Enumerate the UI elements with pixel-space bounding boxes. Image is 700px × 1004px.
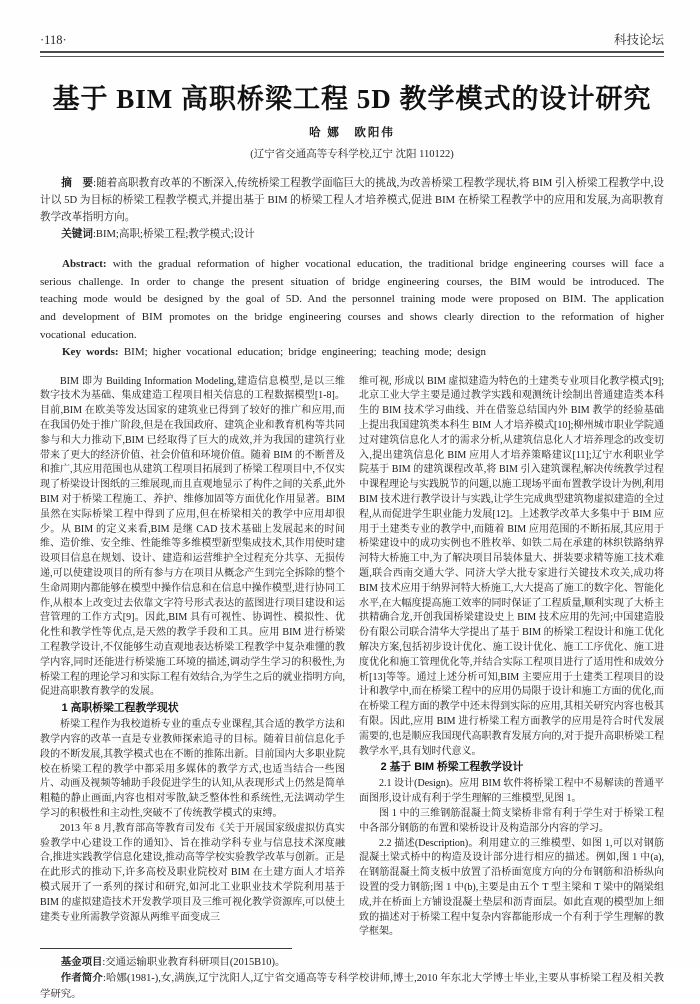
article-title: 基于 BIM 高职桥梁工程 5D 教学模式的设计研究 <box>52 83 652 114</box>
abstract-en-label: Abstract: <box>62 258 107 271</box>
journal-section-label: 科技论坛 <box>613 33 664 47</box>
header-divider <box>40 51 664 57</box>
keywords-en-text: BIM; higher vocational education; bridge engineering; teaching mode; design <box>118 346 486 359</box>
footnote-divider <box>40 948 292 949</box>
body-columns <box>40 375 664 940</box>
paragraph-policy: 2013 年 8 月,教育部高等教育司发布《关于开展国家级虚拟仿真实验教学中心建设工作的通知》、旨在推动学科专业与信息技术深度融合,推进实践教学信息化建设,推动高等学校实验教学改革与创新。正是在此形式的推动下,许多高校及职业院校对 BIM 在土建方面人才培养模式展开了一系列的探讨和研究,如河北工业职业技术学院利用基于 BIM 的虚拟建造技术开发教学项目及三维可视化教学资源库,可以使土建类专业所需教学资源从两维平面变成三 <box>40 822 345 923</box>
page-number: ·118· <box>40 33 67 47</box>
abstract-zh-text: :随着高职教育改革的不断深入,传统桥梁工程教学面临巨大的挑战,为改善桥梁工程教学现状,将 BIM 引入桥梁工程教学中,设计以 5D 为目标的桥梁工程教学模式,并提出基于 BIM 的桥梁工程人才培养模式,促进 BIM 在桥梁工程教学中的应用和发展,为高职教育教学改革指明方向。 <box>40 177 665 223</box>
paragraph-description: 2.2 描述(Description)。利用建立的三维模型、如图 1,可以对钢筋混凝土梁式桥中的构造及设计部分进行相应的描述。例如,图 1 中(a),在钢筋混凝土简支板中放置了沿桥面宽度方向的分布钢筋和沿桥纵向设置的受力钢筋;图 1 中(b),主要是由五个 T 型主梁和 T 梁中的隔梁组成,并在桥面上方铺设混凝土垫层和沥青面层。如此直观的模型加上细致的描述对于桥梁工程中复杂内容都能形成一个有利于学生理解的教学框架。 <box>359 837 664 938</box>
paragraph-intro: BIM 即为 Building Information Modeling,建造信息模型,是以三维数字技术为基础、集成建造工程项目相关信息的工程数据模型[1-8]。目前,BIM 在欧美等发达国家的建筑业已得到了较好的推广和应用,而在我国仍处于推广阶段,但是在我国政府、建筑企业和教育机构等共同参与和大力推动下,BIM 已经取得了巨大的成效,并为我国的建筑行业带来了更大的经济价值、社会价值和环境价值。随着 BIM 的不断普及和推广,其应用范围也从建筑工程项目拓展到了桥梁工程项目中,不仅实现了桥梁设计图纸的三维展现,而且直观地显示了构件之间的关系,此外 BIM 对于桥梁工程施工、养护、维修加固等方面优化作用显著。BIM 虽然在实际桥梁工程中得到了应用,但在桥梁相关的教学中应用却很少。从 BIM 的定义来看,BIM 是继 CAD 技术基础上发展起来的时间维、造价维、安全维、性能维等多维模型新型集成技术,其作用使时建设项目信息在规划、设计、建造和运营维护全过程充分共享、无损传递,可以使建设项目的所有参与方在项目从概念产生到完全拆除的整个生命周期内都能够在模型中操作信息和在信息中操作模型,进行协同工作,从根本上改变过去依靠文字符号形式表达的蓝图进行项目建设和运营管理的工作方式[9]。因此,BIM 具有可视性、协调性、模拟性、优化性和教学性等优点,是天然的教学手段和工具。应用 BIM 进行桥梁工程教学设计,不仅能够生动直观地表达桥梁工程教学中复杂难懂的教学内容,同时还能进行桥梁施工环境的描述,调动学生学习的积极性,为桥梁工程的理论学习和实际工程有效结合,为学生之后的就业指明方向,促进高职教育教学的发展。 <box>40 375 345 698</box>
abstract-zh-label: 摘 要 <box>61 177 94 189</box>
paragraph-design: 2.1 设计(Design)。应用 BIM 软件将桥梁工程中不易解读的普通平面图形,设计成有利于学生理解的三维模型,见图 1。 <box>359 778 664 805</box>
paragraph-policy-continued: 维可视, 形成以 BIM 虚拟建造为特色的土建类专业项目化教学模式[9];北京工业大学主要是通过教学实践和观测统计绘制出普通建造类本科生的 BIM 技术学习曲线、并在借鉴总结国内外 BIM 教学的经验基础上提出我国建筑类本科生 BIM 人才培养模式[10];柳州城市职业学院通过对建筑信息化人才的需求分析,从建筑信息化人才培养理念的改变切入,提出建筑信息化 BIM 应用人才培养策略建议[11];辽宁水利职业学院基于 BIM 的建筑课程改革,将 BIM 引入建筑课程,解决传统教学过程中课程理论与实践脱节的问题,以施工现场平面布置教学设计为例,利用 BIM 技术进行教学设计与实践,让学生完成典型建筑物虚拟建造的全过程,从而促进学生职业能力发展[12]。上述教学改革大多集中于 BIM 应用于土建类专业的教学中,而随着 BIM 应用范围的不断拓展,其应用于桥梁建设中的成功实例也不胜枚举、如铁二局在承建的林织铁路纳界河特大桥施工中,为了解决项目吊装体量大、拼装要求精等施工技术难题,联合西南交通大学、同济大学大批专家进行关键技术攻关,成功将 BIM 技术应用于纳界河特大桥施工,大大提高了施工的数字化、智能化水平,在大幅度提高施工效率的同时保证了工程质量,顺利实现了大桥主拱精确合龙,开创我国桥梁建设史上 BIM 技术应用的先河;中国建造股份有限公司联合清华大学提出了基于 BIM 的桥梁工程设计和施工优化解决方案,包括初步设计优化、施工设计优化、施工工序优化、施工进度优化和施工管理优化等,并结合实际工程项目进行了适用性和成效分析[13]等等。通过上述分析可知,BIM 主要应用于土建类工程项目的设计和教学中,而在桥梁工程中的应用仍局限于设计和施工方面的优化,而在桥梁工程方面的教学中还未得到实际的应用,其相关研究内容也极其有限。因此,应用 BIM 进行桥梁工程方面教学的应用是符合时代发展需要的,也是顺应我国现代高职教育发展方向的,对于提升高职桥梁工程教学水平,具有划时代意义。 <box>359 375 664 757</box>
right-column <box>359 375 664 940</box>
abstract-zh-paragraph <box>40 175 664 226</box>
author-names: 哈 娜 欧阳伟 <box>309 126 395 139</box>
keywords-zh-label: 关键词 <box>61 228 93 240</box>
keywords-zh-text: :BIM;高职;桥梁工程;教学模式;设计 <box>92 228 255 240</box>
keywords-en-label: Key words: <box>62 346 119 359</box>
author-affiliation: (辽宁省交通高等专科学校,辽宁 沈阳 110122) <box>250 148 454 160</box>
running-head <box>40 30 664 48</box>
abstract-en-paragraph <box>40 256 664 344</box>
english-abstract <box>40 256 664 362</box>
fund-project-text: :交通运输职业教育科研项目(2015B10)。 <box>102 957 286 969</box>
author-bio-line <box>40 971 664 1003</box>
footnote-block <box>40 948 664 1003</box>
left-column <box>40 375 345 940</box>
author-bio-text: :哈娜(1981-),女,满族,辽宁沈阳人,辽宁省交通高等专科学校讲师,博士,2010 年东北大学博士毕业,主要从事桥梁工程及相关教学研究。 <box>40 973 665 1001</box>
fund-project-label: 基金项目 <box>60 957 103 969</box>
keywords-zh-paragraph <box>40 226 664 243</box>
section-heading-1: 1 高职桥梁工程教学现状 <box>61 702 179 715</box>
section-heading-2: 2 基于 BIM 桥梁工程教学设计 <box>380 761 524 774</box>
keywords-en-paragraph <box>40 344 664 362</box>
chinese-abstract <box>40 175 664 244</box>
abstract-en-text: with the gradual reformation of higher vocational education, the traditional bridge engineering courses will face a serious challenge. In order to change the present situation of bridge engineering courses, the BIM would be introduced. The teaching mode would be designed by the goal of 5D. And the personnel training mode were proposed on BIM. The application and development of BIM promotes on the bridge engineering courses and shows clearly direction to the reformation of higher vocational education. <box>40 258 664 341</box>
author-bio-label: 作者简介 <box>60 973 103 985</box>
paragraph-current-status: 桥梁工程作为我校道桥专业的重点专业课程,其合适的教学方法和教学内容的改革一直是专业教师探索追寻的目标。随着目前信息化手段的不断发展,其教学模式也在不断的推陈出新。目前国内大多职业院校在桥梁工程的教学中都采用多媒体的教学方式,也适当结合一些图片、动画及视频等辅助手段促进学生的认知,从表现形式上仍然是简单粗糙的静止画面,内容也相对零散,缺乏整体性和系统性,无法调动学生学习的积极性和主动性,突破不了传统教学模式的束缚。 <box>40 719 345 819</box>
paragraph-figure1: 图 1 中的三维钢筋混凝土简支梁桥非常有利于学生对于桥梁工程中各部分钢筋的布置和梁桥设计及构造部分内容的学习。 <box>359 807 664 834</box>
fund-project-line <box>40 955 664 971</box>
